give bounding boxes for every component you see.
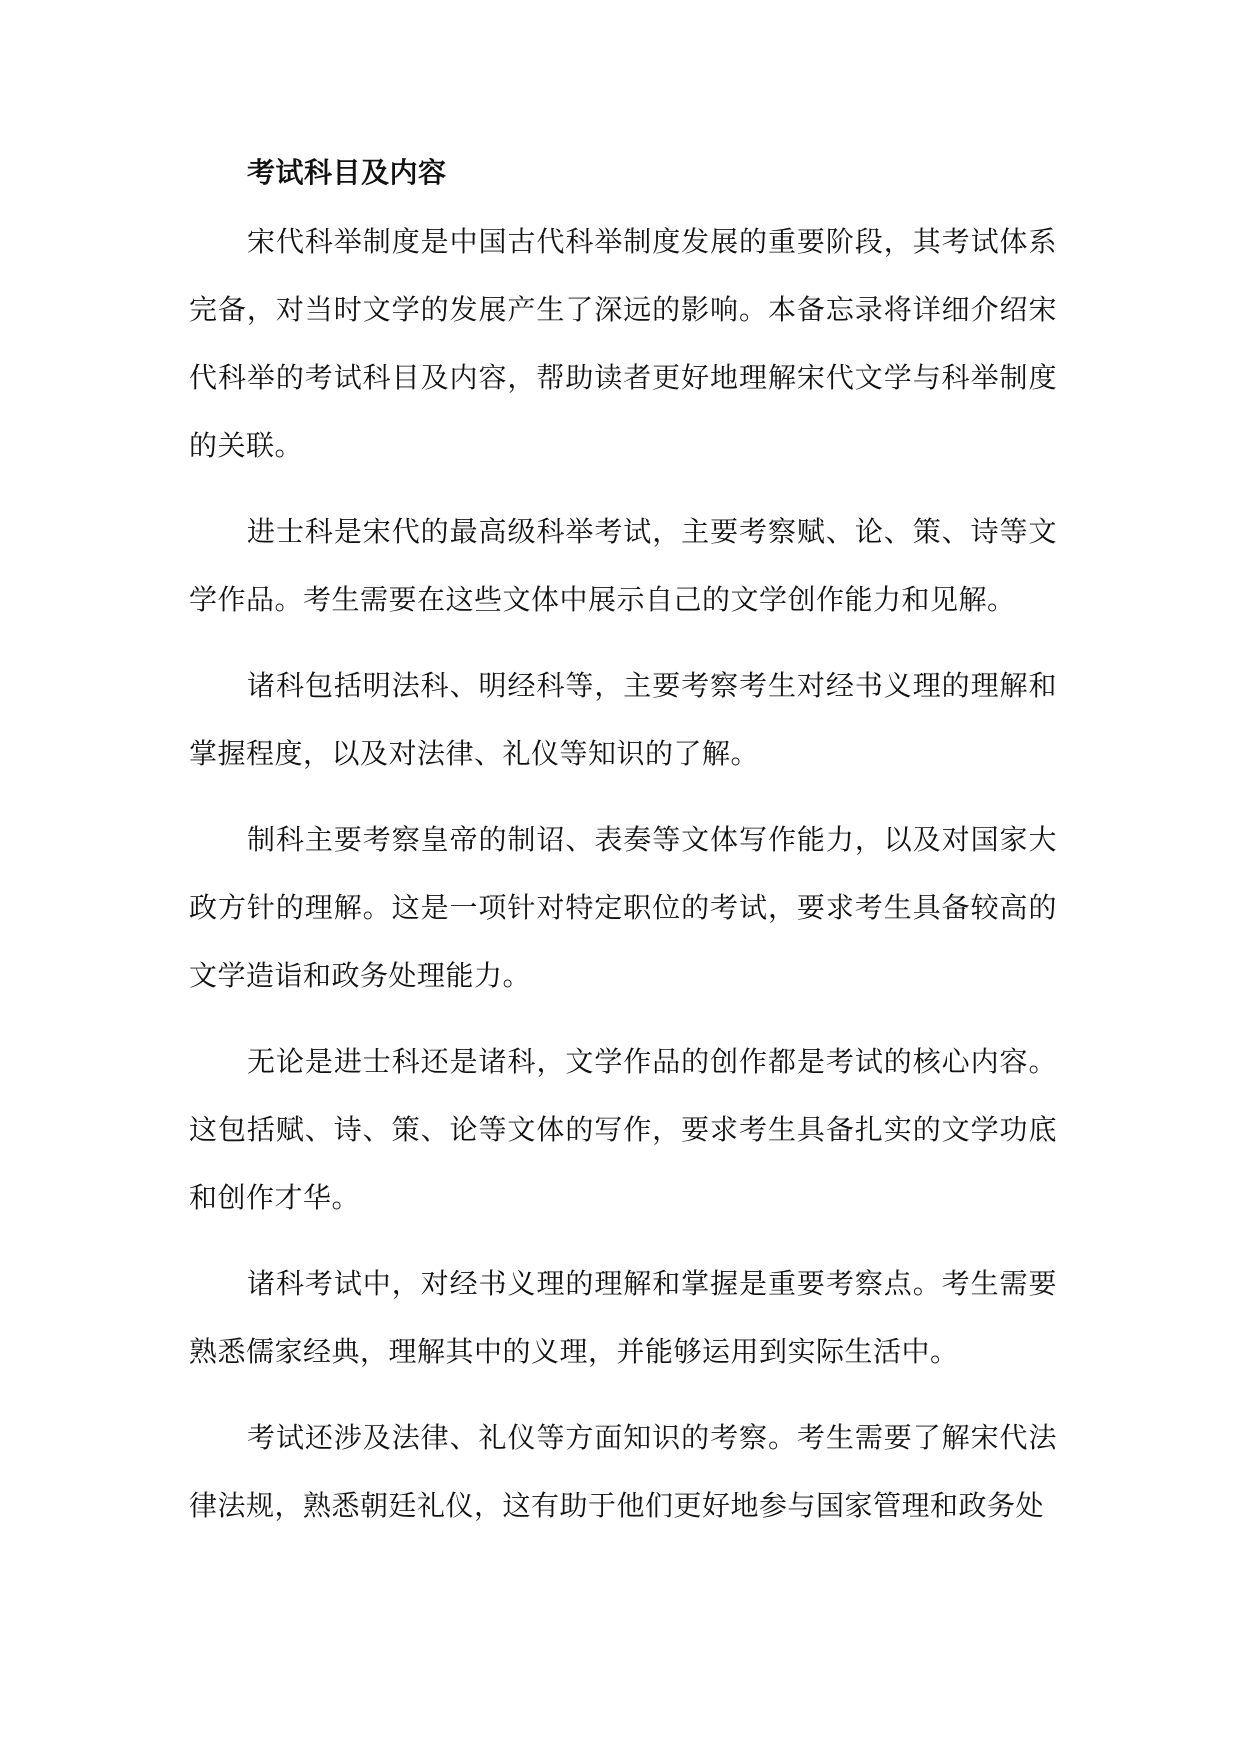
paragraph-zhuke: 诸科包括明法科、明经科等，主要考察考生对经书义理的理解和掌握程度，以及对法律、礼仪等知识的了解。: [189, 669, 1057, 770]
document-body: [189, 148, 1057, 1540]
paragraph-intro: 宋代科举制度是中国古代科举制度发展的重要阶段，其考试体系完备，对当时文学的发展产生了深远的影响。本备忘录将详细介绍宋代科举的考试科目及内容，帮助读者更好地理解宋代文学与科举制度的关联。: [189, 225, 1057, 462]
section-heading: 考试科目及内容: [247, 156, 447, 189]
paragraph-jinshi: 进士科是宋代的最高级科举考试，主要考察赋、论、策、诗等文学作品。考生需要在这些文体中展示自己的文学创作能力和见解。: [189, 515, 1057, 616]
paragraph-zhike: 制科主要考察皇帝的制诏、表奏等文体写作能力，以及对国家大政方针的理解。这是一项针对特定职位的考试，要求考生具备较高的文学造诣和政务处理能力。: [189, 823, 1057, 992]
paragraph-law-ritual: 考试还涉及法律、礼仪等方面知识的考察。考生需要了解宋代法律法规，熟悉朝廷礼仪，这有助于他们更好地参与国家管理和政务处: [189, 1421, 1057, 1522]
paragraph-classics: 诸科考试中，对经书义理的理解和掌握是重要考察点。考生需要熟悉儒家经典，理解其中的义理，并能够运用到实际生活中。: [189, 1267, 1057, 1368]
paragraph-literary-creation: 无论是进士科还是诸科，文学作品的创作都是考试的核心内容。这包括赋、诗、策、论等文体的写作，要求考生具备扎实的文学功底和创作才华。: [189, 1045, 1057, 1214]
